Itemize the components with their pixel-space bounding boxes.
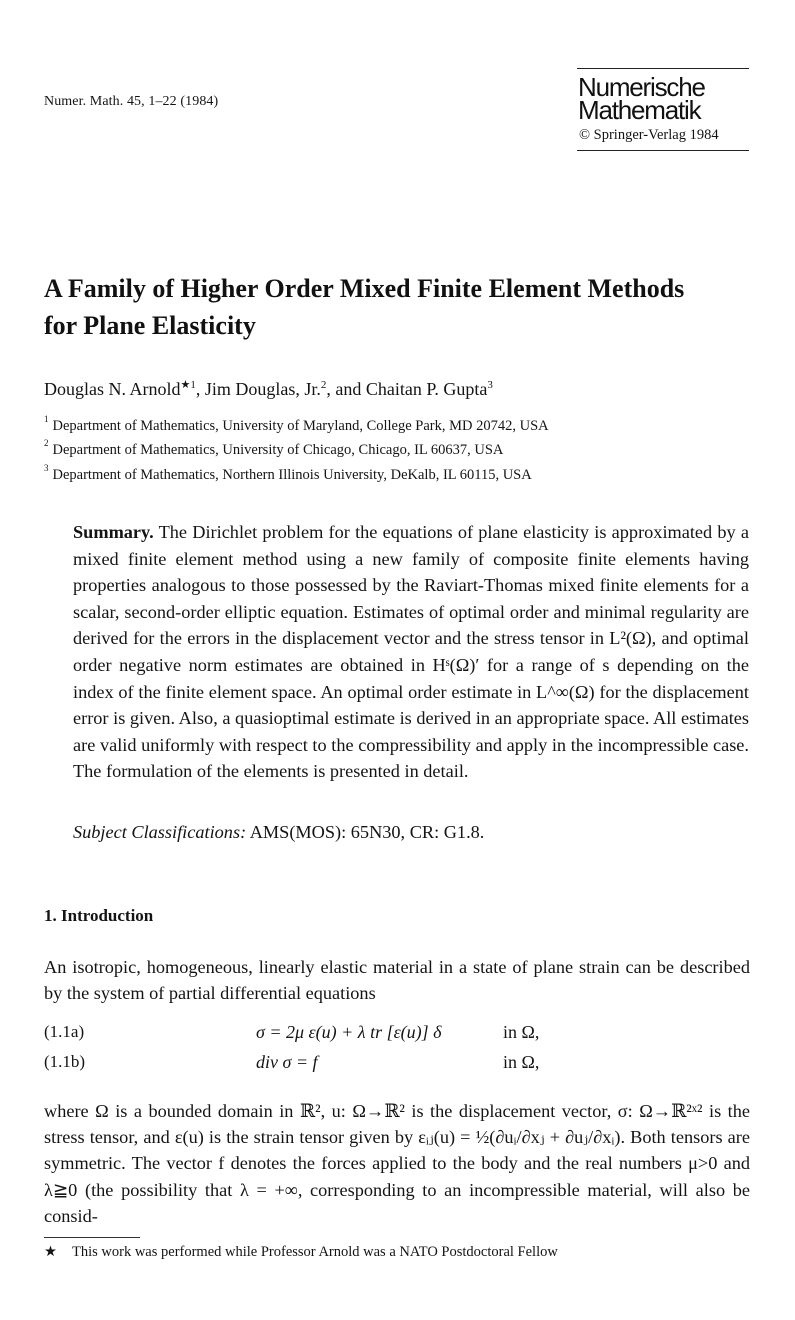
footnote-rule bbox=[44, 1237, 140, 1238]
affiliation-text: Department of Mathematics, University of Chicago, Chicago, IL 60637, USA bbox=[52, 442, 504, 459]
body-paragraph: where Ω is a bounded domain in ℝ², u: Ω→ℝ² is the displacement vector, σ: Ω→ℝ²ˣ² is the stress tensor, and ε(u) is the strain tensor given by εᵢⱼ(u) = ½(∂uᵢ/∂xⱼ + ∂uⱼ/∂xᵢ). Both tensors are symmetric. The vector f denotes the forces applied to the body and the real numbers μ>0 and λ≧0 (the possibility that λ = +∞, corresponding to an incompressible material, will also be consid- bbox=[44, 1101, 750, 1226]
footnote-mark: ★ bbox=[44, 1244, 57, 1260]
abstract-label: Summary. bbox=[73, 522, 154, 542]
author-name: , and Chaitan P. Gupta bbox=[326, 379, 488, 399]
affiliations bbox=[44, 412, 549, 485]
affiliation-number: 2 bbox=[44, 438, 49, 449]
footnote bbox=[44, 1244, 558, 1261]
journal-rule-bottom bbox=[577, 150, 749, 151]
affiliation bbox=[44, 436, 549, 460]
section-heading: 1. Introduction bbox=[44, 906, 154, 925]
author-name: Douglas N. Arnold bbox=[44, 379, 181, 399]
subject-value: AMS(MOS): 65N30, CR: G1.8. bbox=[249, 822, 485, 842]
title-line-1: A Family of Higher Order Mixed Finite Element Methods bbox=[44, 274, 685, 303]
abstract-text: The Dirichlet problem for the equations of plane elasticity is approximated by a mixed finite element method using a new family of composite finite elements having properties analogous to those possessed by the Raviart-Thomas mixed finite elements for a scalar, second-order elliptic equation. Estimates of optimal order and minimal regularity are derived for the errors in the displacement vector and the stress tensor in L²(Ω), and optimal order negative norm estimates are obtained in Hˢ(Ω)′ for a range of s depending on the index of the finite element space. An optimal order estimate in L^∞(Ω) for the displacement error is given. Also, a quasioptimal estimate is derived in an appropriate space. All estimates are valid uniformly with respect to the compressibility and apply in the incompressible case. The formulation of the elements is presented in detail. bbox=[73, 522, 749, 782]
copyright-notice: © Springer-Verlag 1984 bbox=[579, 127, 719, 143]
journal-rule-top bbox=[577, 68, 749, 69]
subject-classifications bbox=[73, 822, 484, 843]
abstract bbox=[73, 519, 749, 785]
journal-citation: Numer. Math. 45, 1–22 (1984) bbox=[44, 94, 219, 109]
affiliation bbox=[44, 461, 549, 485]
footnote-text: This work was performed while Professor Arnold was a NATO Postdoctoral Fellow bbox=[72, 1244, 558, 1260]
equation-label: (1.1a) bbox=[44, 1022, 85, 1041]
affiliation-number: 1 bbox=[44, 414, 49, 424]
author-name: , Jim Douglas, Jr. bbox=[195, 379, 321, 399]
affiliation-text: Department of Mathematics, Northern Illinois University, DeKalb, IL 60115, USA bbox=[52, 466, 532, 483]
affiliation-number: 3 bbox=[44, 462, 49, 473]
intro-paragraph: An isotropic, homogeneous, linearly elastic material in a state of plane strain can be described by the system of partial differential equations bbox=[44, 957, 750, 1003]
equation-expression: div σ = f bbox=[256, 1052, 318, 1072]
author-superscript: 2 bbox=[320, 379, 327, 391]
equation-domain: in Ω, bbox=[503, 1052, 540, 1072]
journal-name-line2: Mathematik bbox=[578, 95, 701, 125]
affiliation-text: Department of Mathematics, University of Maryland, College Park, MD 20742, USA bbox=[52, 417, 549, 434]
author-superscript: ★1 bbox=[180, 379, 196, 391]
affiliation bbox=[44, 412, 549, 436]
equation-domain: in Ω, bbox=[503, 1022, 540, 1042]
equation-expression: σ = 2μ ε(u) + λ tr [ε(u)] δ bbox=[256, 1022, 442, 1042]
author-superscript: 3 bbox=[487, 379, 493, 391]
author-list bbox=[44, 378, 493, 400]
paper-title bbox=[44, 270, 764, 344]
journal-name-line1: Numerische bbox=[578, 72, 705, 102]
subject-label: Subject Classifications: bbox=[73, 822, 247, 842]
equation-label: (1.1b) bbox=[44, 1052, 86, 1071]
title-line-2: for Plane Elasticity bbox=[44, 311, 256, 340]
